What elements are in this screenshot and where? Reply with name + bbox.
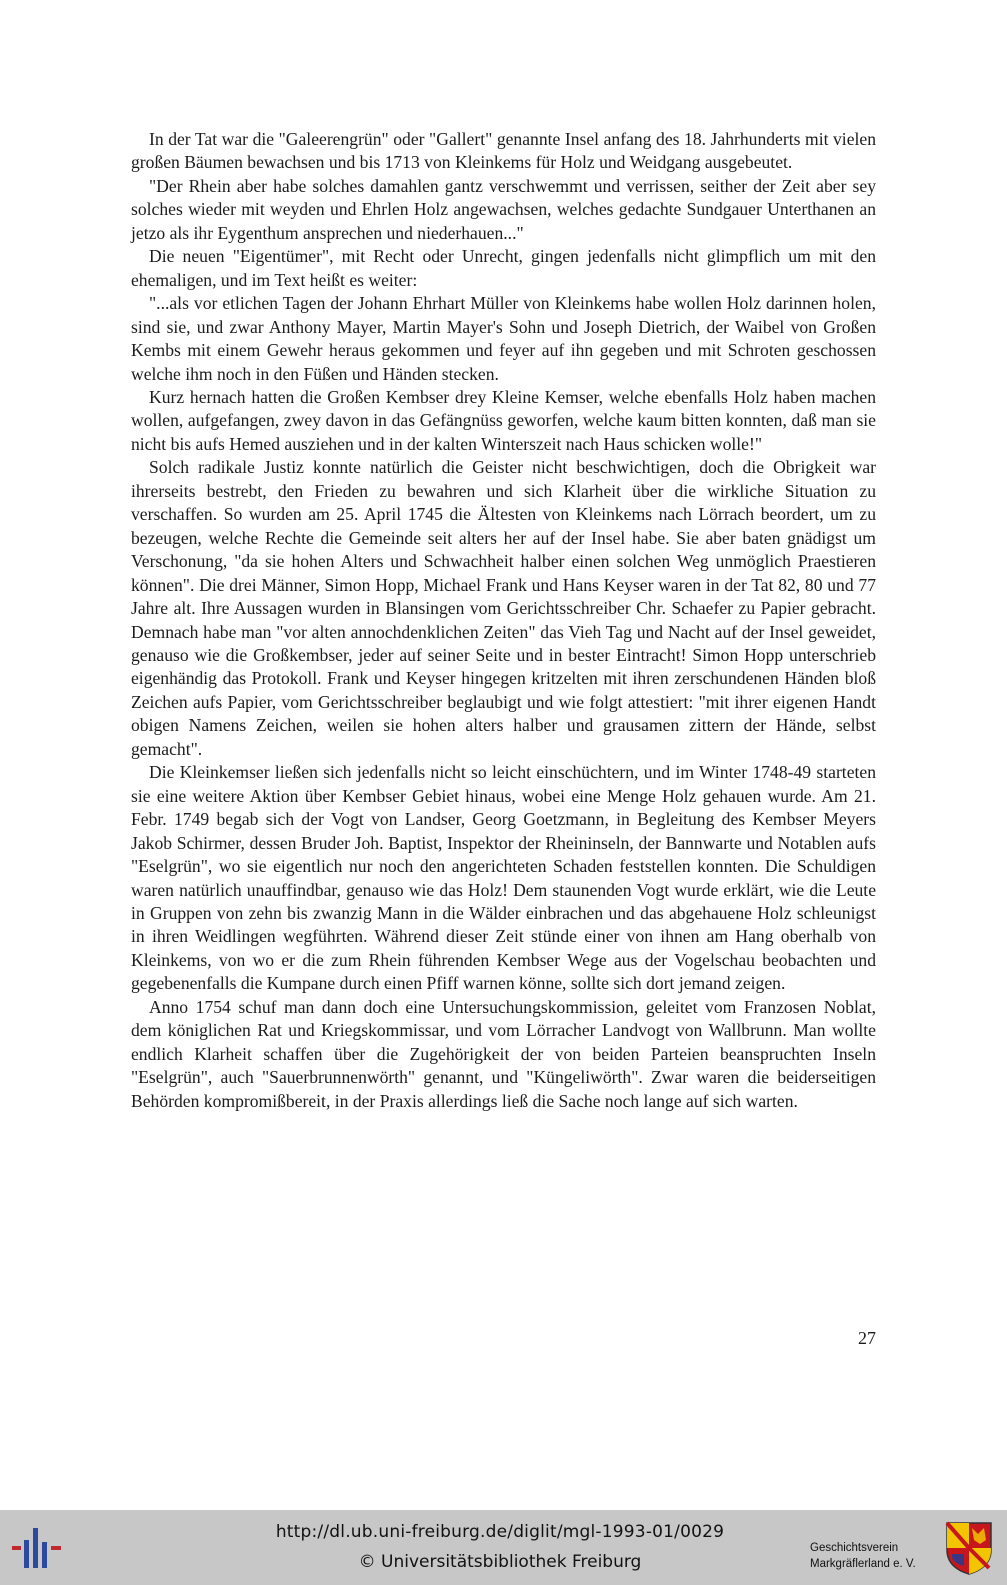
- paragraph-8: Anno 1754 schuf man dann doch eine Untersuchungskommission, geleitet vom Franzosen Noblat, dem königlichen Rat und Kriegskommissar, und vom Lörracher Landvogt von Wallbrunn. Man wollte endlich Klarheit schaffen über die Zugehörigkeit der von beiden Parteien beanspruchten Inseln "Eselgrün", auch "Sauerbrunnenwörth" genannt, und "Küngeliwörth". Zwar waren die beiderseitigen Behörden kompromißbereit, in der Praxis allerdings ließ die Sache noch lange auf sich warten.: [131, 996, 876, 1111]
- footer-url-link[interactable]: http://dl.ub.uni-freiburg.de/diglit/mgl-1993-01/0029: [275, 1522, 725, 1542]
- society-name: [810, 1540, 935, 1572]
- paragraph-4: "...als vor etlichen Tagen der Johann Ehrhart Müller von Kleinkems habe wollen Holz darinnen holen, sind sie, und zwar Anthony Mayer, Martin Mayer's Sohn und Joseph Dietrich, der Waibel von Großen Kembs mit einem Gewehr heraus gekommen und feyer auf ihn gegeben und mit Schroten geschossen welche ihm noch in den Füßen und Händen stecken.: [131, 293, 876, 384]
- society-name-line-2: Markgräflerland e. V.: [810, 1558, 916, 1570]
- paragraph-5: Kurz hernach hatten die Großen Kembser drey Kleine Kemser, welche ebenfalls Holz haben machen wollen, aufgefangen, zwey davon in das Gefängnüss geworfen, welche kaum bitten konnten, daß man sie nicht bis aufs Hemed ausziehen und in der kalten Winterszeit nach Haus schicken wolle!": [131, 386, 876, 454]
- paragraph-3: Die neuen "Eigentümer", mit Recht oder Unrecht, gingen jedenfalls nicht glimpflich um mit den ehemaligen, und im Text heißt es weiter:: [131, 246, 876, 290]
- coat-of-arms-icon[interactable]: [944, 1520, 994, 1576]
- paragraph-2: "Der Rhein aber habe solches damahlen gantz verschwemmt und verrissen, seither der Zeit aber sey solches wieder mit weyden und Ehrlen Holz angewachsen, welches gedachte Sundgauer Unterthanen an jetzo als ihr Eygenthum ansprechen und niederhauen...": [131, 175, 876, 243]
- paragraph-7: Die Kleinkemser ließen sich jedenfalls nicht so leicht einschüchtern, und im Winter 1748-49 starteten sie eine weitere Aktion über Kembser Gebiet hinaus, wobei eine Menge Holz gehauen wurde. Am 21. Febr. 1749 begab sich der Vogt von Landser, Georg Goetzmann, in Begleitung des Kembser Meyers Jakob Schirmer, dessen Bruder Joh. Baptist, Inspektor der Rheininseln, der Bannwarte und Notablen aufs "Eselgrün", wo sie eigentlich nur noch den angerichteten Schaden feststellen konnten. Die Schuldigen waren natürlich unauffindbar, genauso wie das Holz! Dem staunenden Vogt wurde erklärt, wie die Leute in Gruppen von zehn bis zwanzig Mann in die Wälder einbrachen und das abgehauene Holz schleunigst in ihren Weidlingen wegführten. Während dieser Zeit stünde einer von ihnen am Hang oberhalb von Kleinkems, von wo er die zum Rhein führenden Kembser Wege aus der Vogelschau beobachten und gegebenenfalls die Kumpane durch einen Pfiff warnen könne, sollte sich dort jemand zeigen.: [131, 762, 876, 994]
- paragraph-1: In der Tat war die "Galeerengrün" oder "Gallert" genannte Insel anfang des 18. Jahrhunderts mit vielen großen Bäumen bewachsen und bis 1713 von Kleinkems für Holz und Weidgang ausgebeutet.: [131, 129, 876, 173]
- body-text: [131, 128, 876, 1113]
- page-number: 27: [858, 1328, 876, 1348]
- footer-bar: [0, 1510, 1007, 1585]
- society-name-line-1: Geschichtsverein: [810, 1542, 899, 1554]
- ub-freiburg-logo-icon[interactable]: [10, 1524, 64, 1570]
- footer-copyright: © Universitätsbibliothek Freiburg: [358, 1552, 642, 1572]
- paragraph-6: Solch radikale Justiz konnte natürlich die Geister nicht beschwichtigen, doch die Obrigkeit war ihrerseits bestrebt, den Frieden zu bewahren und sich Klarheit über die wirkliche Situation zu verschaffen. So wurden am 25. April 1745 die Ältesten von Kleinkems nach Lörrach beordert, um zu bezeugen, welche Rechte die Gemeinde seit alters her auf der Insel habe. Sie aber baten gnädigst um Verschonung, "da sie hohen Alters und Schwachheit halber einen solchen Weg unmöglich Praestieren können". Die drei Männer, Simon Hopp, Michael Frank und Hans Keyser waren in der Tat 82, 80 und 77 Jahre alt. Ihre Aussagen wurden in Blansingen vom Gerichtsschreiber Chr. Schaefer zu Papier gebracht. Demnach habe man "vor alten annochdenklichen Zeiten" das Vieh Tag und Nacht auf der Insel geweidet, genauso wie die Großkembser, jeder auf seiner Seite und in bester Eintracht! Simon Hopp unterschrieb eigenhändig das Protokoll. Frank und Keyser hingegen kritzelten mit ihren zerschundenen Händen bloß Zeichen aufs Papier, vom Gerichtsschreiber beglaubigt und wie folgt attestiert: "mit ihrer eigenen Handt obigen Namens Zeichen, weilen sie hohen alters halber und grausamen zittern der Hände, selbst gemacht".: [131, 457, 876, 759]
